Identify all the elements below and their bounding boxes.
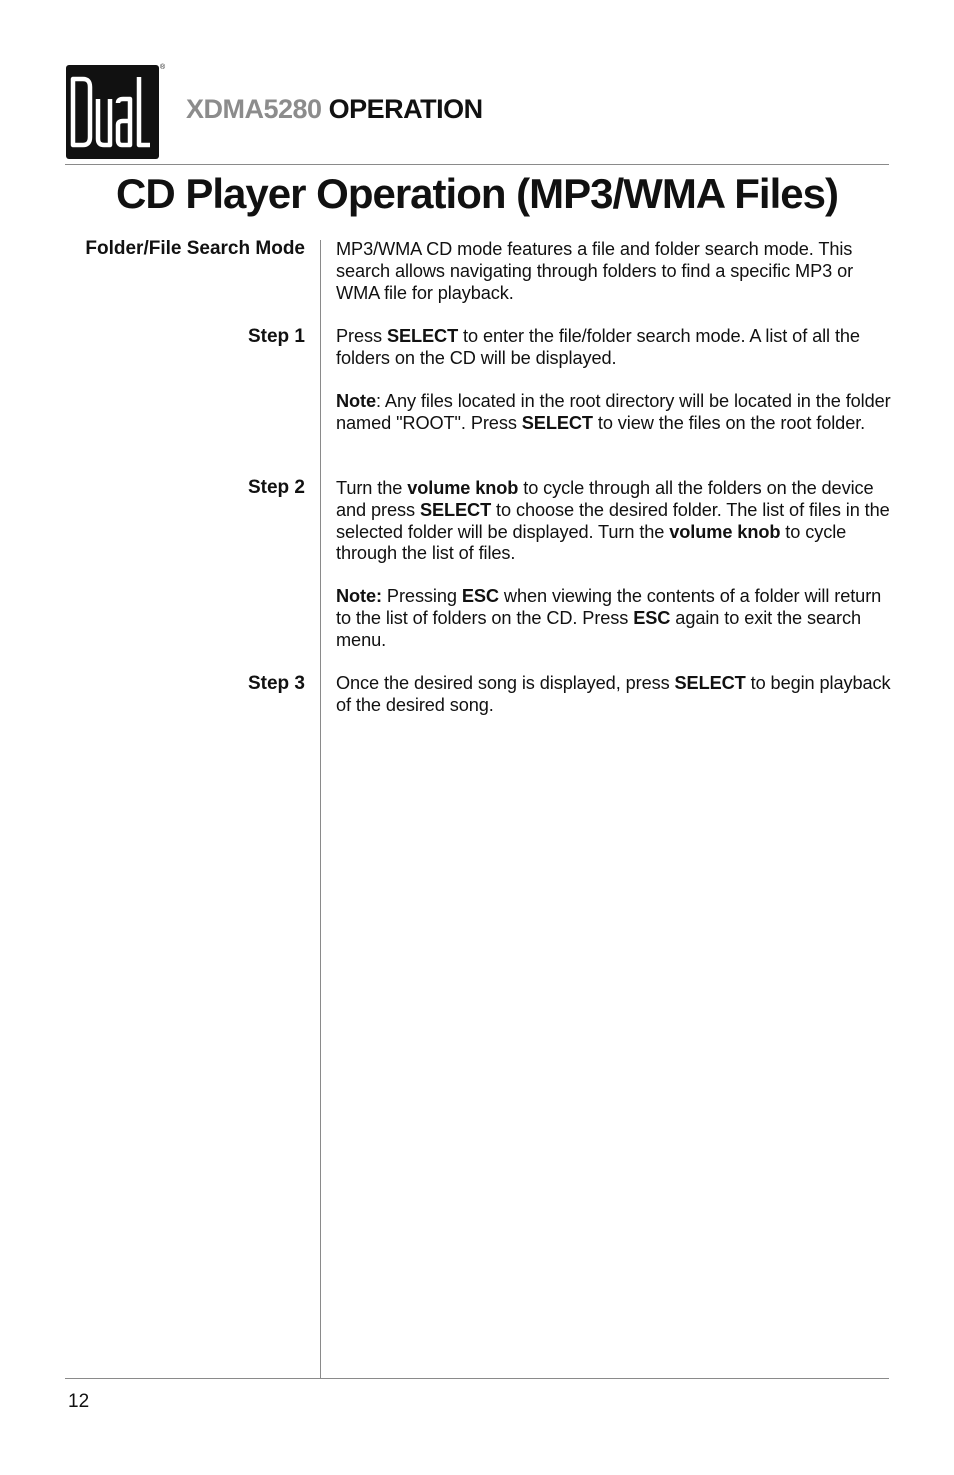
note-1-paragraph: Note: Any files located in the root directory will be located in the folder named "ROOT". Press SELECT to view the files on the root folder.	[336, 391, 891, 433]
header-title	[186, 94, 483, 125]
model-number: XDMA5280	[186, 94, 322, 124]
label-step-1: Step 1	[247, 326, 305, 347]
column-divider	[320, 240, 321, 1378]
dual-logo	[66, 65, 159, 159]
section-name: OPERATION	[328, 94, 483, 124]
step-2-paragraph: Turn the volume knob to cycle through all the folders on the device and press SELECT to choose the desired folder. The list of files in the selected folder will be displayed. Turn the volume knob to cycle through the list of files.	[336, 478, 890, 564]
intro-paragraph: MP3/WMA CD mode features a file and folder search mode. This search allows navigating through folders to find a specific MP3 or WMA file for playback.	[336, 239, 854, 303]
registered-mark: ®	[160, 64, 166, 71]
note-2-paragraph: Note: Pressing ESC when viewing the contents of a folder will return to the list of folders on the CD. Press ESC again to exit the search menu.	[336, 586, 882, 650]
step-3-paragraph: Once the desired song is displayed, press SELECT to begin playback of the desired song.	[336, 673, 891, 715]
label-step-3: Step 3	[247, 673, 305, 694]
footer-divider	[65, 1378, 889, 1379]
step-1-paragraph: Press SELECT to enter the file/folder search mode. A list of all the folders on the CD will be displayed.	[336, 326, 860, 368]
label-step-2: Step 2	[247, 477, 305, 498]
header-divider	[65, 164, 889, 165]
page-number: 12	[68, 1391, 90, 1412]
dual-logo-mark	[66, 65, 159, 159]
label-folder-file-search-mode: Folder/File Search Mode	[85, 238, 305, 259]
page-title: CD Player Operation (MP3/WMA Files)	[116, 170, 838, 217]
